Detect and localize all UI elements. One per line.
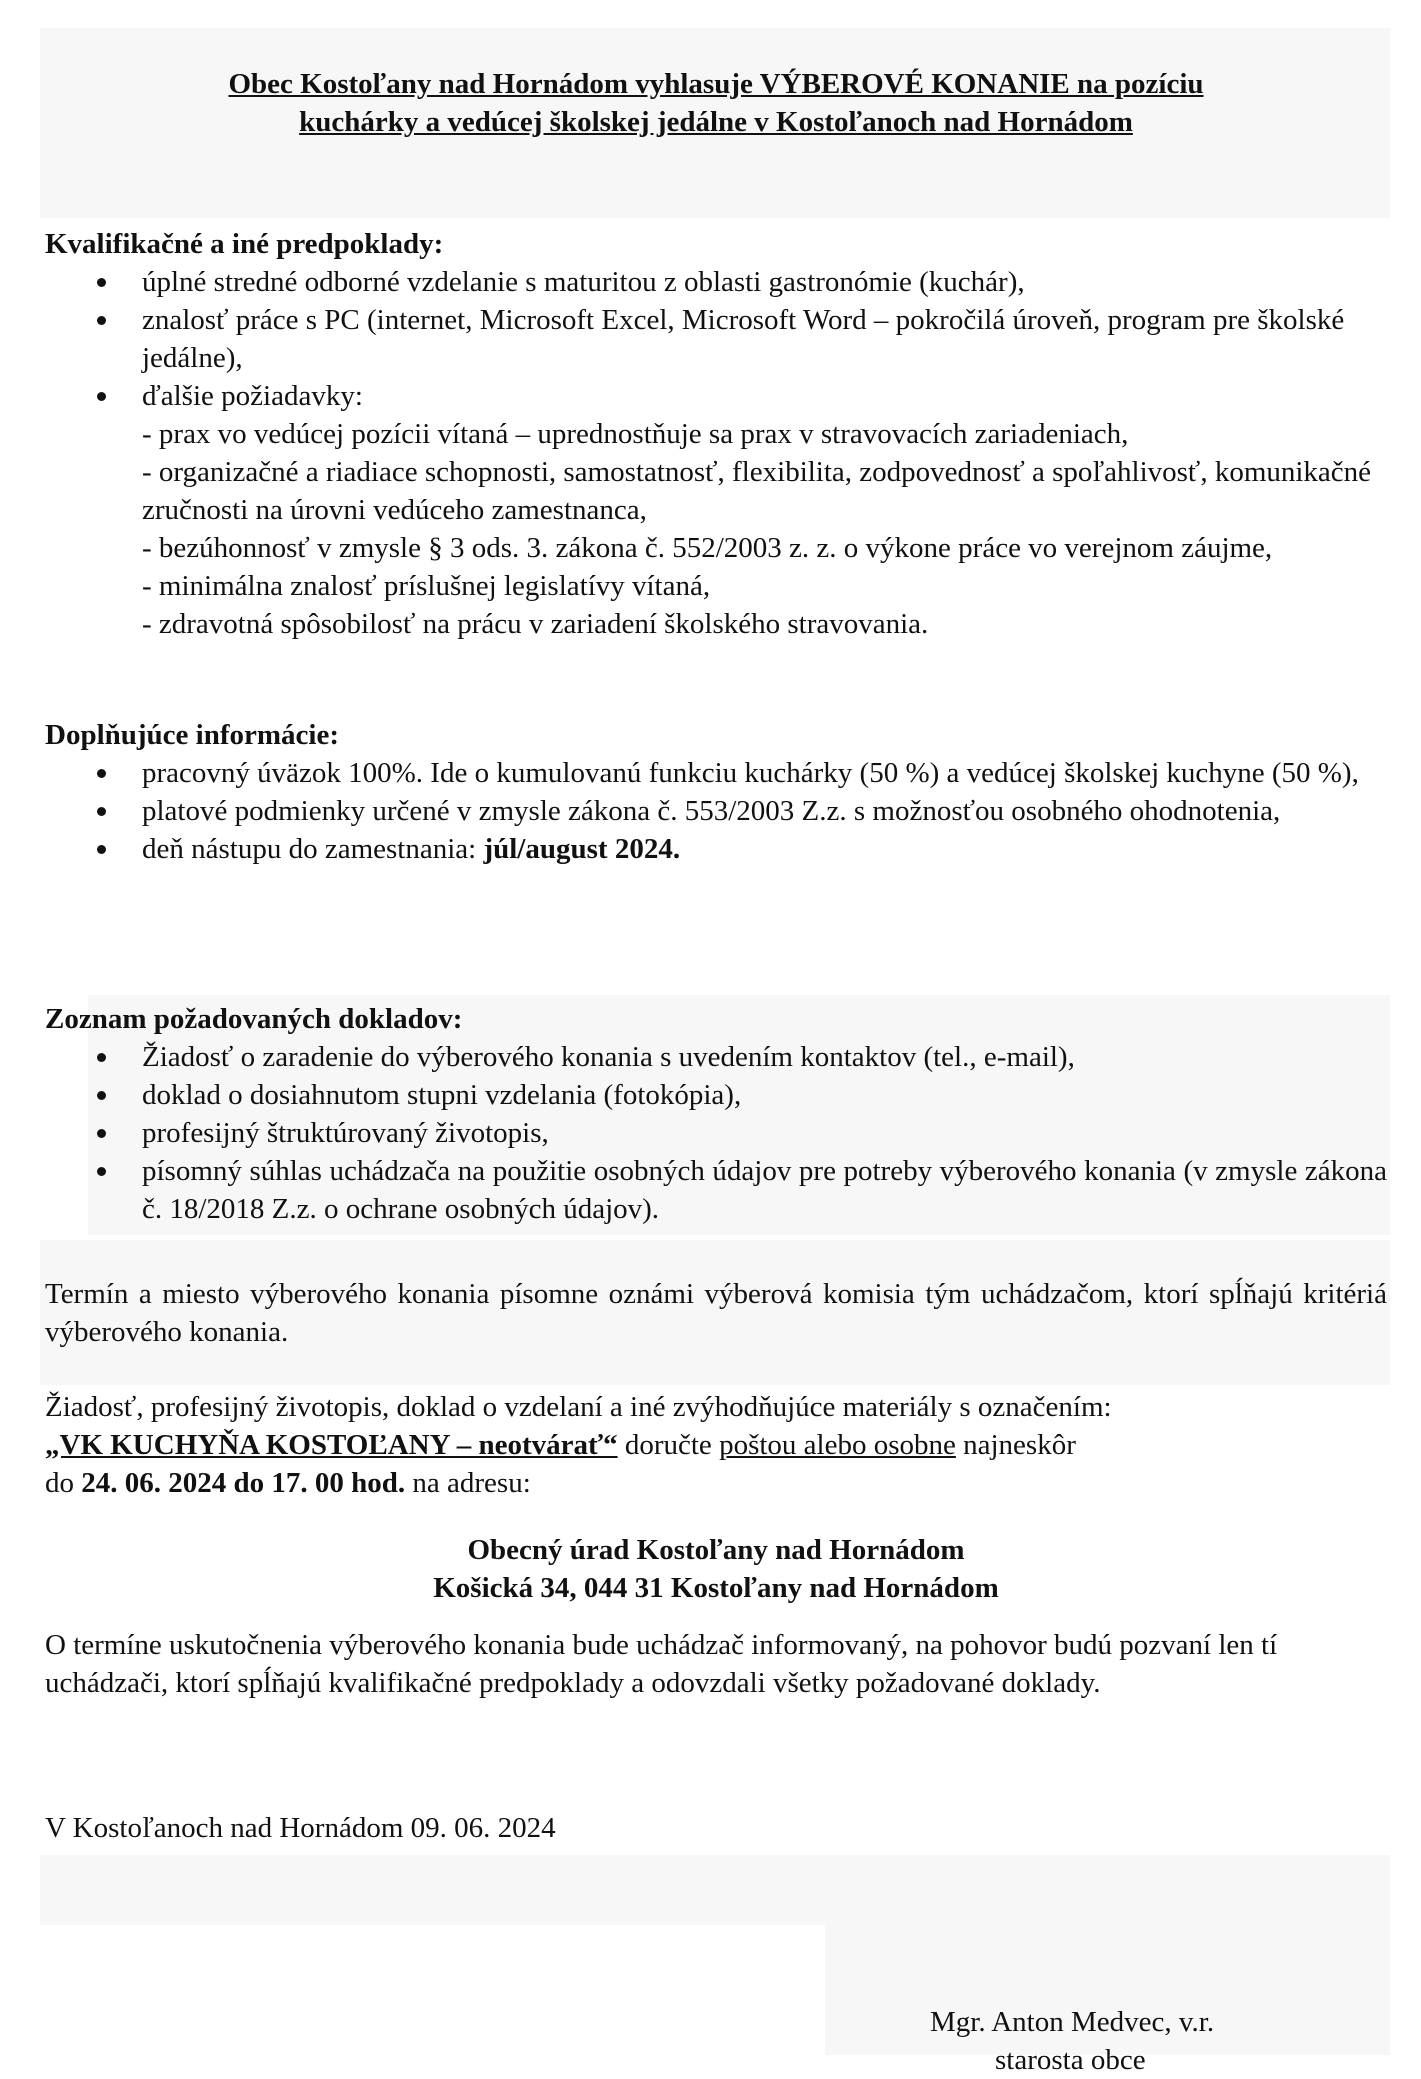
list-item	[45, 263, 1387, 301]
signatory-role: starosta obce	[995, 2044, 1146, 2076]
requirement-item: - prax vo vedúcej pozícii vítaná – uprednostňuje sa prax v stravovacích zariadeniach,	[142, 418, 1129, 450]
list-item	[45, 1038, 1387, 1076]
title-line-1: Obec Kostoľany nad Hornádom vyhlasuje VÝBEROVÉ KONANIE na pozíciu	[228, 68, 1204, 100]
list-item	[45, 1076, 1387, 1114]
list-item	[45, 1152, 1387, 1228]
additional-list	[45, 754, 1387, 868]
requirement-item: - minimálna znalosť príslušnej legislatívy vítaná,	[142, 570, 711, 602]
list-item-text: ďalšie požiadavky:	[142, 380, 363, 412]
submission-paragraph	[45, 1388, 1387, 1502]
deadline-do: do	[45, 1467, 82, 1499]
address-line-2: Košická 34, 044 31 Kostoľany nad Hornádom	[433, 1572, 999, 1604]
requirement-item: - bezúhonnosť v zmysle § 3 ods. 3. zákona č. 552/2003 z. z. o výkone práce vo verejnom záujme,	[142, 532, 1273, 564]
signature-block	[930, 2003, 1214, 2079]
submission-line-1: Žiadosť, profesijný životopis, doklad o vzdelaní a iné zvýhodňujúce materiály s označením:	[45, 1391, 1112, 1423]
page-title	[45, 65, 1387, 141]
envelope-label: „VK KUCHYŇA KOSTOĽANY – neotvárať“	[45, 1429, 618, 1461]
list-item	[45, 377, 1387, 643]
start-date-label: deň nástupu do zamestnania:	[142, 833, 484, 865]
interview-note: O termíne uskutočnenia výberového konania bude uchádzač informovaný, na pohovor budú pozvaní len tí uchádzači, ktorí spĺňajú kvalifikačné predpoklady a odovzdali všetky požadované doklady.	[45, 1629, 1278, 1699]
list-item-text: znalosť práce s PC (internet, Microsoft Excel, Microsoft Word – pokročilá úroveň, program pre školské jedálne),	[142, 304, 1345, 374]
office-address	[45, 1531, 1387, 1607]
list-item-text: doklad o dosiahnutom stupni vzdelania (fotokópia),	[142, 1079, 742, 1111]
address-line-1: Obecný úrad Kostoľany nad Hornádom	[467, 1534, 965, 1566]
address-intro: na adresu:	[405, 1467, 531, 1499]
submission-line-2	[45, 1426, 1387, 1464]
list-item-text: platové podmienky určené v zmysle zákona č. 553/2003 Z.z. s možnosťou osobného ohodnotenia,	[142, 795, 1281, 827]
list-item	[45, 754, 1387, 792]
deadline-value: 24. 06. 2024 do 17. 00 hod.	[81, 1467, 406, 1499]
submission-line-3	[45, 1464, 1387, 1502]
qualifications-section	[45, 225, 1387, 643]
documents-heading: Zoznam požadovaných dokladov:	[45, 1003, 463, 1035]
list-item	[45, 301, 1387, 377]
qualifications-list	[45, 263, 1387, 643]
deadline-prefix: najneskôr	[955, 1429, 1076, 1461]
additional-heading: Doplňujúce informácie:	[45, 719, 339, 751]
list-item-text: úplné stredné odborné vzdelanie s maturitou z oblasti gastronómie (kuchár),	[142, 266, 1025, 298]
list-item-text: písomný súhlas uchádzača na použitie osobných údajov pre potreby výberového konania (v zmysle zákona č. 18/2018 Z.z. o ochrane osobných údajov).	[142, 1155, 1387, 1225]
place-date: V Kostoľanoch nad Hornádom 09. 06. 2024	[45, 1812, 556, 1844]
delivery-method: poštou alebo osobne	[719, 1429, 956, 1461]
signatory-name: Mgr. Anton Medvec, v.r.	[930, 2006, 1215, 2038]
footer-shade	[40, 1855, 1390, 1925]
title-line-2: kuchárky a vedúcej školskej jedálne v Kostoľanoch nad Hornádom	[299, 106, 1133, 138]
list-item	[45, 1114, 1387, 1152]
list-item	[45, 830, 1387, 868]
list-item-text: pracovný úväzok 100%. Ide o kumulovanú funkciu kuchárky (50 %) a vedúcej školskej kuchyne (50 %),	[142, 757, 1359, 789]
additional-section	[45, 716, 1387, 868]
documents-list	[45, 1038, 1387, 1228]
list-item-text: profesijný štruktúrovaný životopis,	[142, 1117, 549, 1149]
start-date-value: júl/august 2024.	[483, 833, 681, 865]
deliver-text: doručte	[617, 1429, 720, 1461]
list-item-text: Žiadosť o zaradenie do výberového konania s uvedením kontaktov (tel., e-mail),	[142, 1041, 1075, 1073]
requirement-item: - zdravotná spôsobilosť na prácu v zariadení školského stravovania.	[142, 608, 929, 640]
requirement-item: - organizačné a riadiace schopnosti, samostatnosť, flexibilita, zodpovednosť a spoľahlivosť, komunikačné zručnosti na úrovni vedúceho zamestnanca,	[142, 456, 1372, 526]
notice-paragraph: Termín a miesto výberového konania písomne oznámi výberová komisia tým uchádzačom, ktorí spĺňajú kritériá výberového konania.	[45, 1278, 1387, 1348]
list-item	[45, 792, 1387, 830]
qualifications-heading: Kvalifikačné a iné predpoklady:	[45, 228, 444, 260]
documents-section	[45, 1000, 1387, 1228]
